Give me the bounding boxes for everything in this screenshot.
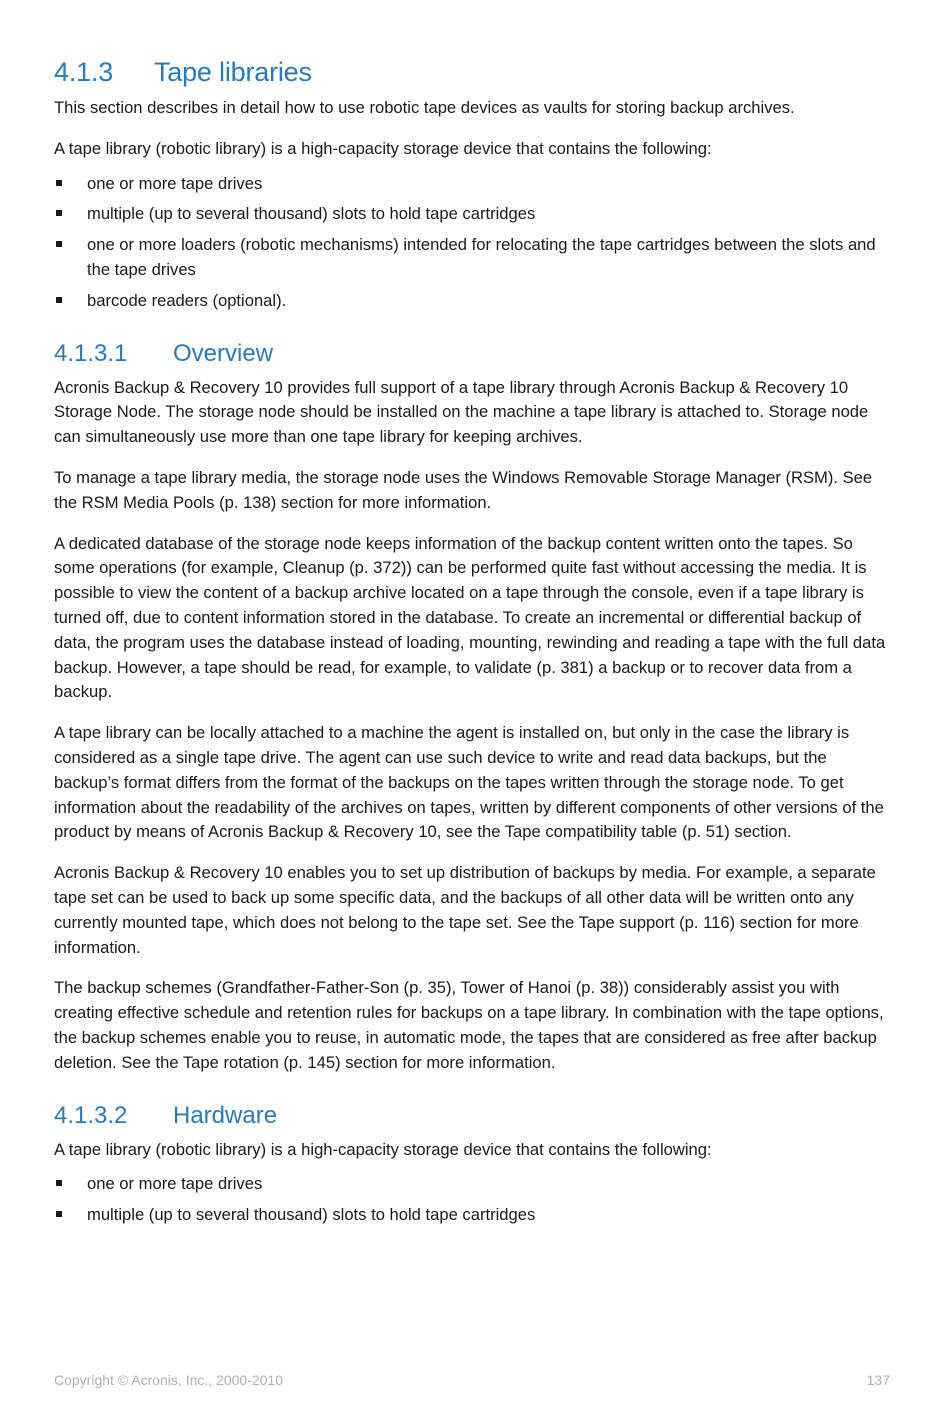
bullet-icon xyxy=(56,1211,62,1217)
hardware-list-intro: A tape library (robotic library) is a high-capacity storage device that contains the following: xyxy=(54,1139,712,1159)
hardware-number: 4.1.3.2 xyxy=(54,1101,128,1129)
bullet-icon xyxy=(56,210,62,216)
list-item: multiple (up to several thousand) slots to hold tape cartridges xyxy=(54,1203,894,1228)
hardware-title: Hardware xyxy=(173,1101,278,1129)
list-item: one or more loaders (robotic mechanisms) intended for relocating the tape cartridges between the slots and the tape drives xyxy=(54,233,894,283)
bullet-icon xyxy=(56,241,62,247)
overview-paragraph: Acronis Backup & Recovery 10 provides full support of a tape library through Acronis Backup & Recovery 10 Storage Node. The storage node should be installed on the machine a tape library is attached to. Storage node can simultaneously use more than one tape library for keeping archives. xyxy=(54,377,869,447)
list-item: one or more tape drives xyxy=(54,172,894,197)
list-item: multiple (up to several thousand) slots to hold tape cartridges xyxy=(54,202,894,227)
overview-paragraph: A dedicated database of the storage node keeps information of the backup content written onto the tapes. So some operations (for example, Cleanup (p. 372)) can be performed quite fast without accessing the media. It is possible to view the content of a backup archive located on a tape through the console, even if a tape library is turned off, due to content information stored in the database. To create an incremental or differential backup of data, the program uses the database instead of loading, mounting, rewinding and reading a tape with the full data backup. However, a tape should be read, for example, to validate (p. 381) a backup or to recover data from a backup. xyxy=(54,533,886,702)
section-title: Tape libraries xyxy=(154,57,312,87)
hardware-list xyxy=(54,1172,894,1228)
component-list xyxy=(54,172,894,314)
overview-paragraph: To manage a tape library media, the storage node uses the Windows Removable Storage Manager (RSM). See the RSM Media Pools (p. 138) section for more information. xyxy=(54,467,873,512)
bullet-icon xyxy=(56,1180,62,1186)
bullet-icon xyxy=(56,180,62,186)
list-item: one or more tape drives xyxy=(54,1172,894,1197)
section-intro: This section describes in detail how to use robotic tape devices as vaults for storing backup archives. xyxy=(54,98,795,117)
bullet-icon xyxy=(56,297,62,303)
page-number: 137 xyxy=(866,1372,890,1388)
overview-heading xyxy=(54,336,894,372)
list-intro: A tape library (robotic library) is a high-capacity storage device that contains the following: xyxy=(54,138,712,158)
overview-number: 4.1.3.1 xyxy=(54,339,128,367)
overview-paragraph: The backup schemes (Grandfather-Father-Son (p. 35), Tower of Hanoi (p. 38)) considerably assist you with creating effective schedule and retention rules for backups on a tape library. In combination with the tape options, the backup schemes enable you to reuse, in automatic mode, the tapes that are considered as free after backup deletion. See the Tape rotation (p. 145) section for more information. xyxy=(54,978,884,1072)
overview-paragraph: A tape library can be locally attached to a machine the agent is installed on, but only in the case the library is considered as a single tape drive. The agent can use such device to write and read data backups, but the backup’s format differs from the format of the backups on the tapes written through the storage node. To get information about the readability of the archives on tapes, written by different components of other versions of the product by means of Acronis Backup & Recovery 10, see the Tape compatibility table (p. 51) section. xyxy=(54,723,884,842)
overview-title: Overview xyxy=(173,339,274,367)
page-footer xyxy=(54,1372,890,1388)
copyright-text: Copyright © Acronis, Inc., 2000-2010 xyxy=(54,1372,283,1388)
section-heading xyxy=(54,52,894,92)
list-item: barcode readers (optional). xyxy=(54,289,894,314)
document-page xyxy=(54,52,894,1244)
hardware-heading xyxy=(54,1098,894,1134)
section-number: 4.1.3 xyxy=(54,57,114,87)
overview-paragraph: Acronis Backup & Recovery 10 enables you to set up distribution of backups by media. For example, a separate tape set can be used to back up some specific data, and the backups of all other data will be written onto any currently mounted tape, which does not belong to the tape set. See the Tape support (p. 116) section for more information. xyxy=(54,863,876,957)
